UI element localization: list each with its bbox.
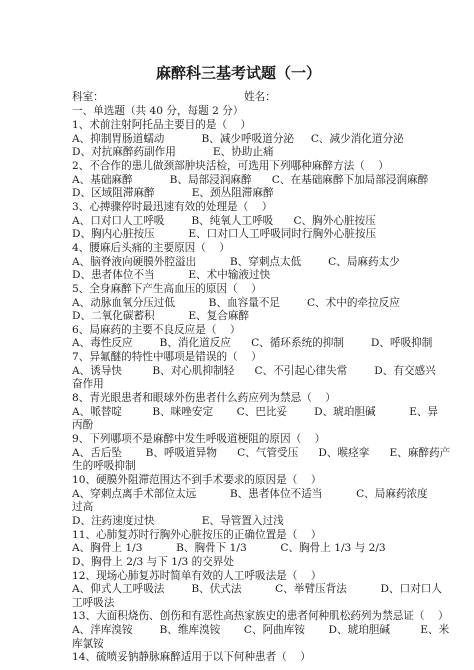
page-title: 麻醉科三基考试题（一） [156,64,322,82]
question-line: 9、下列哪项不是麻醉中发生呼吸道梗阻的原因（ ） [72,432,326,445]
question-line: 13、大面积烧伤、创伤和有恶性高热家族史的患者何种肌松药列为禁忌证（ ） [72,610,449,623]
question-line: A、毒性反应 B、消化道反应 C、循环系统的抑制 D、呼吸抑制 [72,337,433,350]
question-line: 1、术前注射阿托品主要目的是（ ） [72,119,252,131]
question-line: A、哌替啶 B、咪唑安定 C、巴比妥 D、琥珀胆碱 E、异 [72,405,439,418]
question-line: A、泮库溴铵 B、维库溴铵 C、阿曲库铵 D、琥珀胆碱 E、米 [72,624,450,636]
question-line: 7、异氟醚的特性中哪项是错误的（ ） [72,351,262,364]
question-line: A、胸骨上 1/3 B、胸骨下 1/3 C、胸骨上 1/3 与 2/3 [72,542,386,555]
question-line: 12、现场心肺复苏时简单有效的人工呼吸法是（ ） [72,569,322,582]
question-line: A、仰式人工呼吸法 B、伏式法 C、举臂压背法 D、口对口人 [72,583,442,596]
question-line: A、口对口人工呼吸 B、纯氧人工呼吸 C、胸外心脏按压 [72,214,376,227]
question-line: D、对抗麻醉药副作用 E、协助止痛 [72,146,274,159]
question-line: 5、全身麻醉下产生高血压的原因（ ） [72,282,262,295]
question-line: 4、腰麻后头痛的主要原因（ ） [72,241,230,254]
question-line: A、动脉血氧分压过低 B、血容量不足 C、术中的牵拉反应 [72,296,400,309]
question-line: A、基础麻醉 B、局部浸润麻醉 C、在基础麻醉下加局部浸润麻醉 [72,173,429,186]
question-line: 奋作用 [72,378,104,391]
question-line: A、抑制胃肠道蠕动 B、减少呼吸道分泌 C、减少消化道分泌 [72,132,404,145]
question-line: A、脑脊液向硬膜外腔溢出 B、穿刺点太低 C、局麻药太少 [72,255,400,268]
question-line: D、二氧化碳蓄积 E、复合麻醉 [72,310,250,323]
question-line: 2、不合作的患儿做颈部肿块活检，可选用下列哪种麻醉方法（ ） [72,159,389,172]
question-line: D、注药速度过快 E、导管置入过浅 [72,514,284,527]
question-line: A、穿刺点离手术部位太远 B、患者体位不适当 C、局麻药浓度 [72,487,428,500]
question-line: 库氯铵 [72,637,104,650]
question-line: 10、硬膜外阻滞范围达不到手术要求的原因是（ ） [72,473,322,486]
question-line: D、患者体位不当 E、术中输液过快 [72,269,271,282]
question-line: 11、心肺复苏时行胸外心脏按压的正确位置是（ ） [72,528,322,541]
question-line: 工呼吸法 [72,596,115,609]
section-heading: 一、单选题（共 40 分，每题 2 分） [72,105,244,117]
question-line: 过高 [72,501,94,514]
question-line: D、区域阻滞麻醉 E、颈丛阻滞麻醉 [72,187,274,200]
question-line: 8、青光眼患者和眼球外伤患者什么药应列为禁忌（ ） [72,392,336,404]
question-line: 6、局麻药的主要不良反应是（ ） [72,323,241,336]
question-line: 3、心搏骤停时最迅速有效的处理是（ ） [72,200,273,213]
question-line: D、胸骨上 2/3 与下 1/3 的交界处 [72,555,234,568]
question-line: 丙酚 [72,419,94,432]
name-label: 姓名： [244,91,276,103]
question-line: D、胸内心脏按压 E、口对口人工呼吸同时行胸外心脏按压 [72,228,377,241]
question-line: 14、硫喷妥钠静脉麻醉适用于以下何种患者（ ） [72,651,311,664]
question-line: A、舌后坠 B、呼吸道异物 C、气管受压 D、喉痉挛 E、麻醉药产 [72,446,451,459]
question-line: A、诱导快 B、对心肌抑制轻 C、不引起心律失常 D、有交感兴 [72,364,436,377]
question-line: 生的呼吸抑制 [72,460,136,473]
department-label: 科室： [72,91,104,103]
